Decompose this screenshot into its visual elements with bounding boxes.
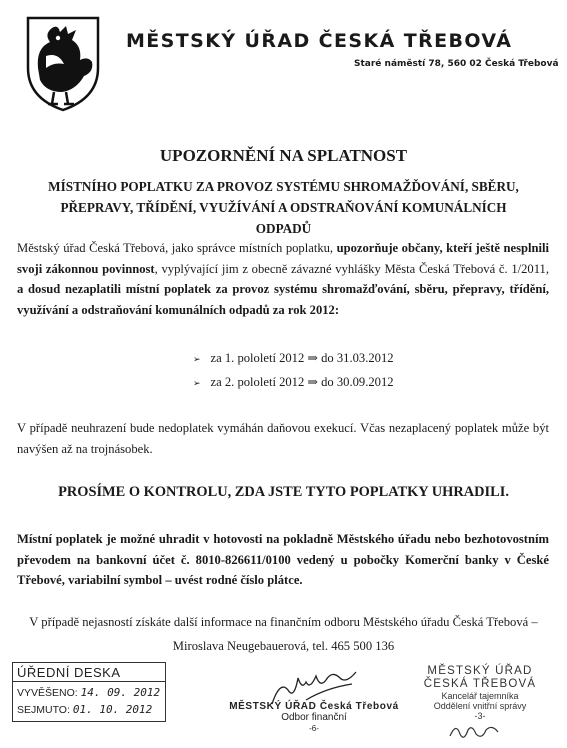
arrow-bullet-icon: ➢ bbox=[193, 354, 201, 364]
deadline-item bbox=[193, 350, 394, 366]
removed-label: SEJMUTO: bbox=[17, 704, 70, 716]
payment-paragraph: Místní poplatek je možné uhradit v hotovosti na pokladně Městského úřadu nebo bezhotovostním převodem na bankovní účet č. 8010-826611/0100 vedený u pobočky Komerční banky v České Třebové, variabilní symbol – uvést rodné číslo plátce. bbox=[17, 532, 549, 587]
office-address: Staré náměstí 78, 560 02 Česká Třebová bbox=[354, 59, 559, 69]
notice-title: UPOZORNĚNÍ NA SPLATNOST bbox=[159, 146, 408, 165]
stamp-line: MĚSTSKÝ ÚŘAD bbox=[427, 665, 533, 677]
enforcement-paragraph: V případě neuhrazení bude nedoplatek vymáhán daňovou exekucí. Včas nezaplacený poplatek může být navýšen až na trojnásobek. bbox=[17, 421, 549, 456]
stamp-line: Oddělení vnitřní správy bbox=[433, 701, 527, 711]
official-board-stamp bbox=[12, 662, 166, 722]
stamp-line: ČESKÁ TŘEBOVÁ bbox=[423, 678, 537, 690]
intro-text-3: , vyplývající jim z obecně závazné vyhlášky Města Česká Třebová č. 1/2011, bbox=[154, 261, 549, 276]
posted-label: VYVĚŠENO: bbox=[17, 687, 78, 699]
contact-line: V případě nejasností získáte další informace na finančním odboru Městského úřadu Česká Třebová – bbox=[29, 615, 538, 629]
removed-date: 01. 10. 2012 bbox=[72, 703, 153, 716]
removed-row bbox=[17, 703, 152, 716]
stamp-line: Kancelář tajemníka bbox=[441, 691, 519, 701]
intro-text-4: a dosud nezaplatili místní poplatek za provoz systému shromažďování, sběru, přepravy, třídění, využívání a odstraňování komunálních odpadů za rok 2012: bbox=[17, 282, 549, 317]
deadline-text: za 1. pololetí 2012 ⇒ do 31.03.2012 bbox=[210, 351, 394, 365]
deadline-text: za 2. pololetí 2012 ⇒ do 30.09.2012 bbox=[210, 375, 394, 389]
intro-text-1: Městský úřad Česká Třebová, jako správce místních poplatku, bbox=[17, 241, 337, 255]
stamp-line: -3- bbox=[474, 711, 486, 721]
notice-subtitle: MÍSTNÍHO POPLATKU ZA PROVOZ SYSTÉMU SHROMAŽĎOVÁNÍ, SBĚRU, PŘEPRAVY, TŘÍDĚNÍ, VYUŽÍVÁNÍ A ODSTRAŇOVÁNÍ KOMUNÁLNÍCH ODPADŮ bbox=[48, 179, 519, 236]
stamp-line: -6- bbox=[309, 724, 319, 733]
intro-text-2: upozorňuje občany, kteří ještě nesplnili svoji zákonnou povinnost bbox=[17, 241, 549, 276]
check-heading: PROSÍME O KONTROLU, ZDA JSTE TYTO POPLATKY UHRADILI. bbox=[58, 484, 509, 500]
arrow-bullet-icon: ➢ bbox=[193, 378, 201, 388]
posted-row bbox=[17, 686, 160, 699]
deadline-item bbox=[193, 374, 394, 390]
office-name: MĚSTSKÝ ÚŘAD ČESKÁ TŘEBOVÁ bbox=[126, 30, 513, 52]
stamp-line: Odbor finanční bbox=[281, 712, 347, 723]
intro-paragraph bbox=[17, 238, 549, 320]
finance-department-stamp bbox=[214, 701, 414, 734]
contact-line: Miroslava Neugebauerová, tel. 465 500 136 bbox=[172, 639, 395, 653]
coat-of-arms-rooster-icon bbox=[24, 12, 102, 112]
handwritten-initials bbox=[446, 716, 506, 744]
posted-date: 14. 09. 2012 bbox=[80, 686, 161, 699]
secretariat-stamp bbox=[400, 665, 560, 721]
stamp-line: MĚSTSKÝ ÚŘAD Česká Třebová bbox=[229, 701, 399, 712]
stamp-header: ÚŘEDNÍ DESKA bbox=[13, 663, 165, 682]
